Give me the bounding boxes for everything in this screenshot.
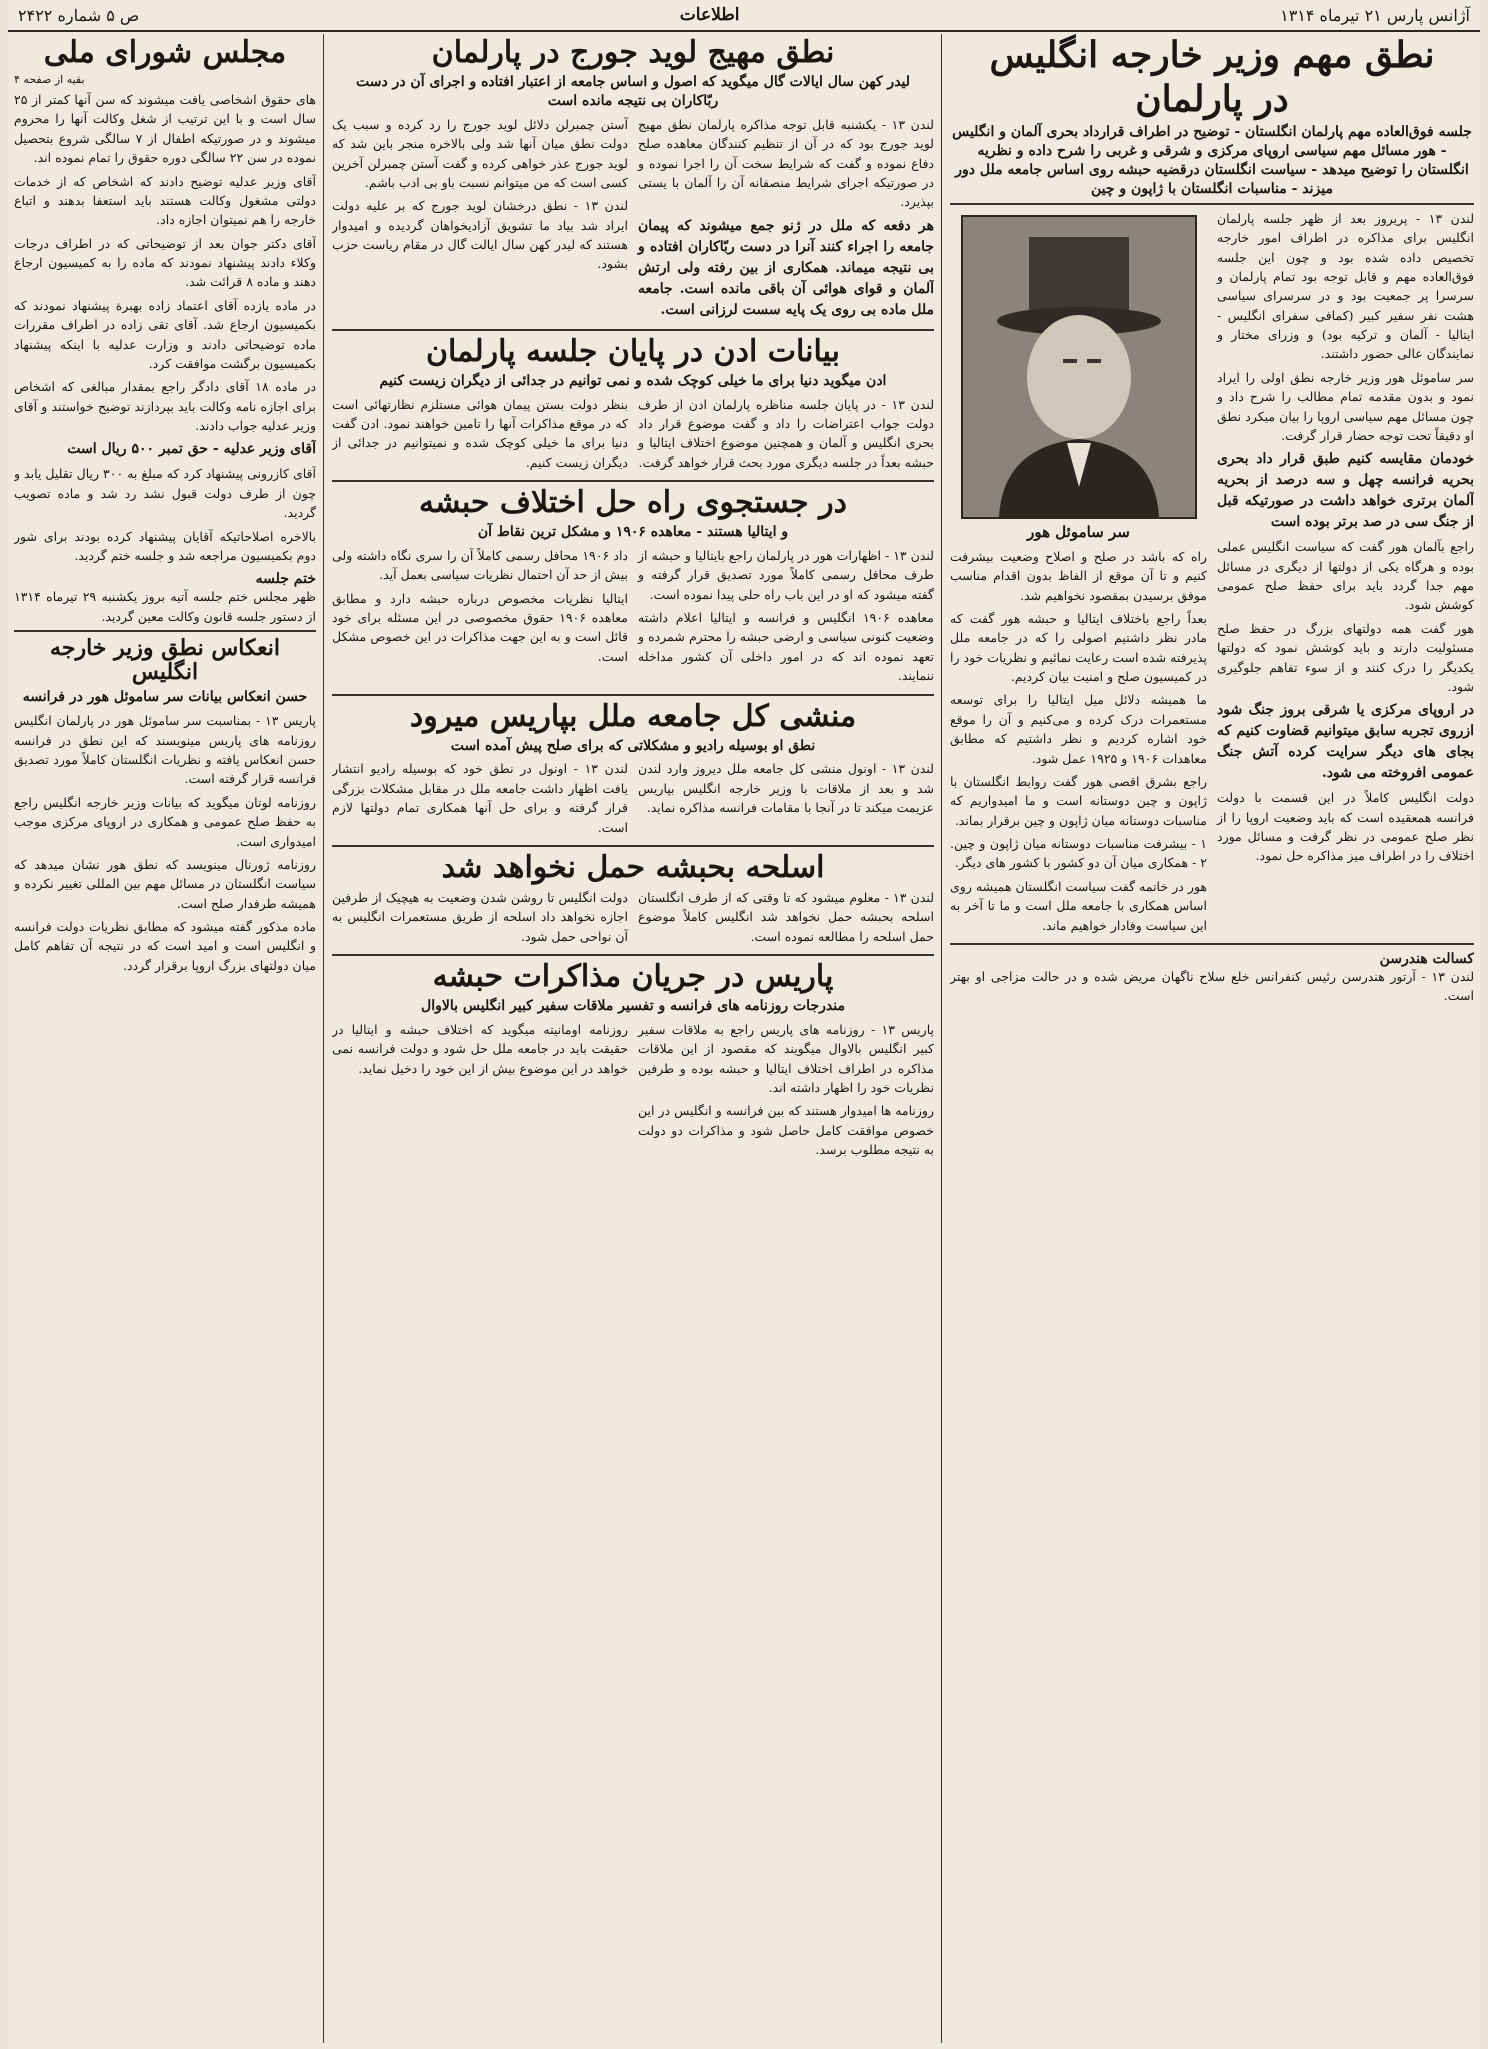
paragraph: روزنامه اومانیته میگوید که اختلاف حبشه و ایتالیا در حقیقت باید در جامعه ملل حل شود و دولت فرانسه نمی خواهد در این موضوع بیش از این خود را دخیل نماید. (332, 1021, 628, 1076)
paragraph: پاریس ۱۳ - روزنامه های پاریس راجع به ملاقات سفیر کبیر انگلیس بالاوال میگویند که مقصود از این ملاقات مذاکره در اطراف اختلاف ایتالیا و حبشه بوده و طرفین نظریات خود را اظهار داشته اند. (638, 1021, 934, 1096)
paragraph: لندن ۱۳ - آرتور هندرسن رئیس کنفرانس خلع سلاح ناگهان مریض شده و در حالت مزاجی او بهتر است. (950, 968, 1474, 1004)
paragraph: آقای کازرونی پیشنهاد کرد که مبلغ به ۳۰۰ ریال تقلیل یابد و چون از طرف دولت قبول نشد رد شد و ماده تصویب گردید. (14, 466, 316, 521)
text-column (332, 546, 628, 690)
paragraph: لندن ۱۳ - اظهارات هور در پارلمان راجع بایتالیا و حبشه از طرف محافل رسمی کاملاً مورد تصدیق قرار گرفته و گفته میشود که او در این باب راه حلی پیدا نموده است. (638, 547, 934, 602)
portrait-photo (961, 215, 1197, 519)
middle-column (332, 34, 934, 2043)
divider (332, 480, 934, 482)
article-columns (332, 759, 934, 841)
text-column (638, 546, 934, 690)
paragraph: لندن ۱۳ - یکشنبه قابل توجه مذاکره پارلمان نطق مهیج لوید جورج بود که در آن از تنظیم کنندگان معاهده صلح دفاع نموده و گفت که شرایط سخت آن را اجرا نموده و در صورتیکه اجرای شرایط منصفانه آن را آلمان با یستی بپذیرد. (638, 116, 934, 210)
article-lloyd-george (332, 36, 934, 325)
headline: نطق مهیج لوید جورج در پارلمان (431, 35, 835, 70)
article-hoare (950, 34, 1474, 2043)
paragraph: بالاخره اصلاحاتیکه آقایان پیشنهاد کرده بودند برای شور دوم بکمیسیون مراجعه شد و جلسه ختم گردید. (14, 528, 316, 563)
paragraph: لندن ۱۳ - اونول منشی کل جامعه ملل دیروز وارد لندن شد و بعد از ملاقات با وزیر خارجه انگلیس بپاریس عزیمت میکند تا در آنجا با مقامات فرانسه مذاکره نماید. (638, 761, 934, 816)
text-column (638, 1020, 934, 1164)
article-reflection (14, 636, 316, 975)
headline: در جستجوی راه حل اختلاف حبشه (419, 485, 847, 521)
paragraph: سر ساموئل هور وزیر خارجه نطق اولی را ایراد نمود و بدون مقدمه تمام مطالب را شرح داد و چون مسائل مهم سیاسی اروپا را بیان میکرد نطق او دقیقاً تحت توجه حضار قرار گرفت. (1217, 369, 1474, 443)
paragraph: راجع بآلمان هور گفت که سیاست انگلیس عملی بوده و هرگاه یکی از دولتها از دیگری در مسائل مهم جدا گردد باید برای حفظ صلح عمومی کوشش شود. (1217, 539, 1474, 613)
paragraph: ماده مذکور گفته میشود که مطابق نظریات دولت فرانسه و انگلیس است و امید است که در نتیجه آن تفاهم کامل میان دولتهای بزرگ اروپا برقرار گردد. (14, 919, 316, 973)
paragraph: ما همیشه دلائل میل ایتالیا را برای توسعه مستعمرات درک کرده و می‌کنیم و آن را موقع خود اشاره کردیم و نظر داشتیم که مطابق معاهدات ۱۹۰۶ و ۱۹۲۵ عمل شود. (950, 692, 1207, 766)
text-column (332, 888, 628, 950)
article-majlis (14, 36, 316, 626)
article-subtitle: و ایتالیا هستند - معاهده ۱۹۰۶ و مشکل ترین نقاط آن (477, 524, 789, 541)
headline: در پارلمان (1135, 77, 1289, 120)
paragraph: لندن ۱۳ - در پایان جلسه مناظره پارلمان ادن از طرف دولت جواب اعتراضات را داد و گفت موضوع قرار داد بحری انگلیس و آلمان و همچنین موضوع اختلاف ایتالیا و حبشه بعداً در جلسه دیگری مورد بحث قرار خواهد گرفت. (638, 396, 934, 470)
paragraph: ایتالیا نظریات مخصوص درباره حبشه دارد و مطابق معاهده ۱۹۰۶ حقوق مخصوصی در این مسئله برای خود قائل است و به این جهت مذاکرات در این خصوص مشکل است. (332, 590, 628, 664)
portrait-illustration (963, 217, 1195, 517)
article-columns (332, 546, 934, 690)
headline: مجلس شورای ملی (43, 35, 287, 70)
article-columns (332, 1020, 934, 1164)
article-columns (332, 888, 934, 950)
paragraph: آقای وزیر عدلیه توضیح دادند که اشخاص که از خدمات دولتی مشغول وکالت هستند باید استعفا بدهند و اتباع خارجه را هم نمیتوان اجازه داد. (14, 173, 316, 228)
masthead-agency-date: آژانس پارس ۲۱ تیرماه ۱۳۱۴ (1280, 5, 1470, 25)
paragraph: بعداً راجع باختلاف ایتالیا و حبشه هور گفت که مادر نظر داشتیم اصولی را که در جامعه ملل پذیرفته شده است رعایت نمائیم و نظریات خود را در کمیسیون صلح و امنیت بیان کردیم. (950, 610, 1207, 684)
paragraph: دولت انگلیس تا روشن شدن وضعیت به هیچیک از طرفین اجازه نخواهد داد اسلحه از طریق مستعمرات انگلیس به آن نواحی حمل شود. (332, 889, 628, 944)
text-column (638, 115, 934, 325)
article-subtitle: نطق او بوسیله رادیو و مشکلاتی که برای صلح پیش آمده است (450, 737, 816, 754)
paragraph: لندن ۱۳ - اونول در نطق خود که بوسیله رادیو انتشار یافت اظهار داشت جامعه ملل در مقابل مشکلات بزرگی قرار گرفته و برای حل آنها همکاری تمام دولتها لازم است. (332, 761, 628, 835)
text-column (332, 395, 628, 477)
column-divider (323, 34, 324, 2043)
article-league (332, 700, 934, 841)
paragraph: روزنامه ها امیدوار هستند که بین فرانسه و انگلیس در این خصوص موافقت کامل حاصل شود و مذاکرات دو دولت به نتیجه مطلوب برسد. (638, 1103, 934, 1158)
paragraph: معاهده ۱۹۰۶ انگلیس و فرانسه و ایتالیا اعلام داشته وضعیت کنونی سیاسی و ارضی حبشه را محترم شمرده و تعهد نموده اند که در امور داخلی آن کشور مداخله ننمایند. (638, 610, 934, 684)
article-columns (332, 115, 934, 325)
headline: اسلحه بحبشه حمل نخواهد شد (441, 849, 825, 885)
bold-paragraph: در اروپای مرکزی یا شرقی بروز جنگ شود ازروی تجربه سابق میتوانیم قضاوت کنیم که بجای های دیگر سرایت کرده آتش جنگ عمومی افروخته می شود. (1217, 702, 1474, 782)
article-columns (950, 209, 1474, 939)
bold-paragraph: خودمان مقایسه کنیم طبق قرار داد بحری بحریه فرانسه چهل و سه درصد از بحریه آلمان برتری خواهد داشت در صورتیکه قبل از جنگ سی در صد برتر بوده است (1217, 451, 1474, 531)
paragraph: در ماده یازده آقای اعتماد زاده بهبرة پیشنهاد نمودند که بکمیسیون ارجاع شد. آقای تقی زاده در اطراف مقررات ماده توضیحاتی دادند و وزارت عدلیه با اینکه پیشنهاد بکمیسیون برگشت موافقت کرد. (14, 297, 316, 371)
divider (332, 694, 934, 696)
divider (332, 329, 934, 331)
article-arms (332, 851, 934, 950)
paragraph: پاریس ۱۳ - بمناسبت سر ساموئل هور در پارلمان انگلیس روزنامه های پاریس مینویسند که این نطق در فرانسه حسن انعکاس یافته و نظریات انگلستان کاملاً مورد تصدیق فرانسه قرار گرفته است. (14, 713, 316, 787)
article-paris (332, 960, 934, 1164)
paragraph: در ماده ۱۸ آقای دادگر راجع بمقدار مبالغی که اشخاص برای اجازه نامه وکالت باید بپردازند توضیح خواستند و آقای وزیر عدلیه جواب دادند. (14, 379, 316, 433)
continued-note: بقیه از صفحه ۴ (14, 73, 85, 86)
footer-title: کسالت هندرسن (1379, 950, 1474, 967)
paragraph: هور گفت همه دولتهای بزرگ در حفظ صلح مسئولیت دارند و باید کوشش نمود که دولتها یکدیگر را درک کنند و از سوء تفاهم جلوگیری شود. (1217, 620, 1474, 694)
text-column (638, 759, 934, 841)
divider (332, 845, 934, 847)
article-columns (332, 395, 934, 477)
left-column (14, 34, 316, 2043)
text-column (638, 395, 934, 477)
paragraph: لندن ۱۳ - نطق درخشان لوید جورج که بر علیه دولت ایراد شد بیاد ما تشویق آزادیخواهان گردیده و امیدوار هستند که لیدر کهن سال ایالت گال در مقام ریاست حزب بشود. (332, 198, 628, 272)
paragraph: داد ۱۹۰۶ محافل رسمی کاملاً آن را سری نگاه داشته ولی بیش از حد آن احتمال نظریات سیاسی بعمل آید. (332, 547, 628, 583)
article-subtitle: حسن انعکاس بیانات سر ساموئل هور در فرانسه (22, 689, 308, 706)
paragraph: ۱ - بیشرفت مناسبات دوستانه میان ژاپون و چین. ۲ - همکاری میان آن دو کشور با کشور های دیگر. (950, 836, 1207, 871)
newspaper-page (8, 0, 1480, 2049)
divider (950, 943, 1474, 945)
article-subtitle: جلسه فوق‌العاده مهم پارلمان انگلستان - توضیح در اطراف قرارداد بحری آلمان و انگلیس - هور مسائل مهم سیاسی اروپای مرکزی و شرقی و غربی را شرح داده و نظریه انگلستان را توضیح میدهد - سیاست انگلستان درقضیه حبشه روی اساس جامعه ملل دور میزند - مناسبات انگلستان با ژاپون و چین (952, 124, 1472, 197)
masthead-newspaper-name: اطلاعات (679, 5, 740, 25)
photo-caption: سر ساموئل هور (1027, 522, 1130, 541)
paragraph: روزنامه ژورنال مینویسد که نطق هور نشان میدهد که سیاست انگلستان در مسائل مهم بین المللی تغییر نکرده و همیشه طرفدار صلح است. (14, 856, 316, 911)
divider (950, 203, 1474, 205)
text-column (332, 115, 628, 325)
headline: انعکاس نطق وزیر خارجه انگلیس (50, 635, 280, 686)
paragraph: راه که باشد در صلح و اصلاح وضعیت بیشرفت کنیم و تا آن موقع از الفاظ بدون اقدام مناسب موفق برسیدن بمقصود نخواهیم شد. (950, 548, 1207, 603)
article-eden (332, 335, 934, 476)
paragraph: آستن چمبرلن دلائل لوید جورج را رد کرده و سبب یک دولت نطق میان آنها شد ولی بالاخره منجر باین شد که لوید جورج عذر خواهی کرده و گفت آستن چمبرلن آخرین کسی است که من میتوانم نسبت باو بی ادب باشم. (332, 116, 628, 190)
text-column (332, 759, 628, 841)
divider (332, 954, 934, 956)
headline: پاریس در جریان مذاکرات حبشه (432, 959, 834, 995)
divider (14, 630, 316, 632)
text-column (950, 209, 1207, 939)
paragraph: لندن ۱۳ - معلوم میشود که تا وقتی که از طرف انگلستان اسلحه بحبشه حمل نخواهد شد انگلیس کاملاً موضوع حمل اسلحه را مطالعه نموده است. (638, 889, 934, 944)
headline: بیانات ادن در پایان جلسه پارلمان (425, 333, 841, 369)
column-divider (941, 34, 942, 2043)
article-subtitle: مندرجات روزنامه های فرانسه و تفسیر ملاقات سفیر کبیر انگلیس بالاوال (421, 998, 845, 1015)
text-column (1217, 209, 1474, 939)
section-title: ختم جلسه (255, 571, 316, 588)
paragraph: ظهر مجلس ختم جلسه آتیه بروز یکشنبه ۲۹ تیرماه ۱۳۱۴ از دستور جلسه قانون وکالت معین گردید. (14, 589, 316, 624)
paragraph: های حقوق اشخاصی یافت میشوند که سن آنها کمتر از ۲۵ سال است و با این ترتیب از شغل وکالت آنها را محروم میشوند و در صورتیکه اطفال از ۷ سالگی شروع بتحصیل نموده در سن ۲۲ سالگی دوره حقوق را تمام نموده اند. (14, 92, 316, 166)
paragraph: راجع بشرق اقصی هور گفت روابط انگلستان با ژاپون و چین دوستانه است و ما امیدواریم که مناسبات دوستانه میان ژاپون و چین برقرار بماند. (950, 773, 1207, 828)
paragraph: هور در خاتمه گفت سیاست انگلستان همیشه روی اساس همکاری با جامعه ملل است و ما تا آخر به این سیاست وفادار خواهیم ماند. (950, 878, 1207, 933)
paragraph: دولت انگلیس کاملاً در این قسمت با دولت فرانسه همعقیده است که باید وضعیت اروپا را از نظر صلح عمومی در نظر گرفت و مسائل مورد اختلاف را در اطراف میز مذاکره حل نمود. (1217, 790, 1474, 864)
text-column (638, 888, 934, 950)
masthead (8, 0, 1480, 32)
headline: نطق مهم وزیر خارجه انگلیس (989, 34, 1435, 76)
article-subtitle: لیدر کهن سال ایالات گال میگوید که اصول و اساس جامعه از اعتبار افتاده و اجرای آن در دست ربّاکاران بی نتیجه مانده است (355, 74, 911, 109)
paragraph: آقای دکتر جوان بعد از توضیحاتی که در اطراف درجات وکلاء دادند پیشنهاد نمودند که ماده را به کمیسیون ارجاع دهند و ماده ۸ قرائت شد. (14, 235, 316, 290)
paragraph: بنظر دولت بستن پیمان هوائی مستلزم نظارتهائی است که در موقع مذاکرات آنها را تامین خواهند نمود. ادن گفت دنیا برای ما خیلی کوچک شده و نمیتوانیم در جدائی از دیگران زیست کنیم. (332, 396, 628, 470)
article-subtitle: ادن میگوید دنیا برای ما خیلی کوچک شده و نمی توانیم در جدائی از دیگران زیست کنیم (379, 372, 887, 389)
paragraph: روزنامه لوتان میگوید که بیانات وزیر خارجه انگلیس راجع به حفظ صلح عمومی و همکاری در اروپای مرکزی موجب امیدواری است. (14, 794, 316, 849)
bold-paragraph: هر دفعه که ملل در ژنو جمع میشوند که پیمان جامعه را اجراء کنند آنرا در دست ربّاکاران افتاده و بی نتیجه میماند. همکاری از بین رفته ولی ارتش آلمان و قوای هوائی آن باقی مانده است. جامعه ملل ماده بی روی یک پایه سست لرزانی است. (638, 217, 934, 318)
masthead-page-number: ص ۵ شماره ۲۴۲۲ (18, 5, 140, 25)
article-abyssinia (332, 486, 934, 690)
bold-paragraph: آقای وزیر عدلیه - حق تمبر ۵۰۰ ریال است (67, 441, 316, 458)
paragraph: لندن ۱۳ - پریروز بعد از ظهر جلسه پارلمان انگلیس برای مذاکره در اطراف امور خارجه تخصیص داده شده بود و چون این جلسه فوق‌العاده مهم و قابل توجه بود تمام پارلمان و سرسرا پر جمعیت بود و در سرسرای سیاسی هشت نفر سفیر کبیر (کمافی سفرای انگلیس - ایتالیا - آلمان و ترکیه بود) و وزرای مختار و نمایندگان عالی حضور داشتند. (1217, 210, 1474, 362)
text-column (332, 1020, 628, 1164)
headline: منشی کل جامعه ملل بپاریس میرود (409, 698, 857, 734)
